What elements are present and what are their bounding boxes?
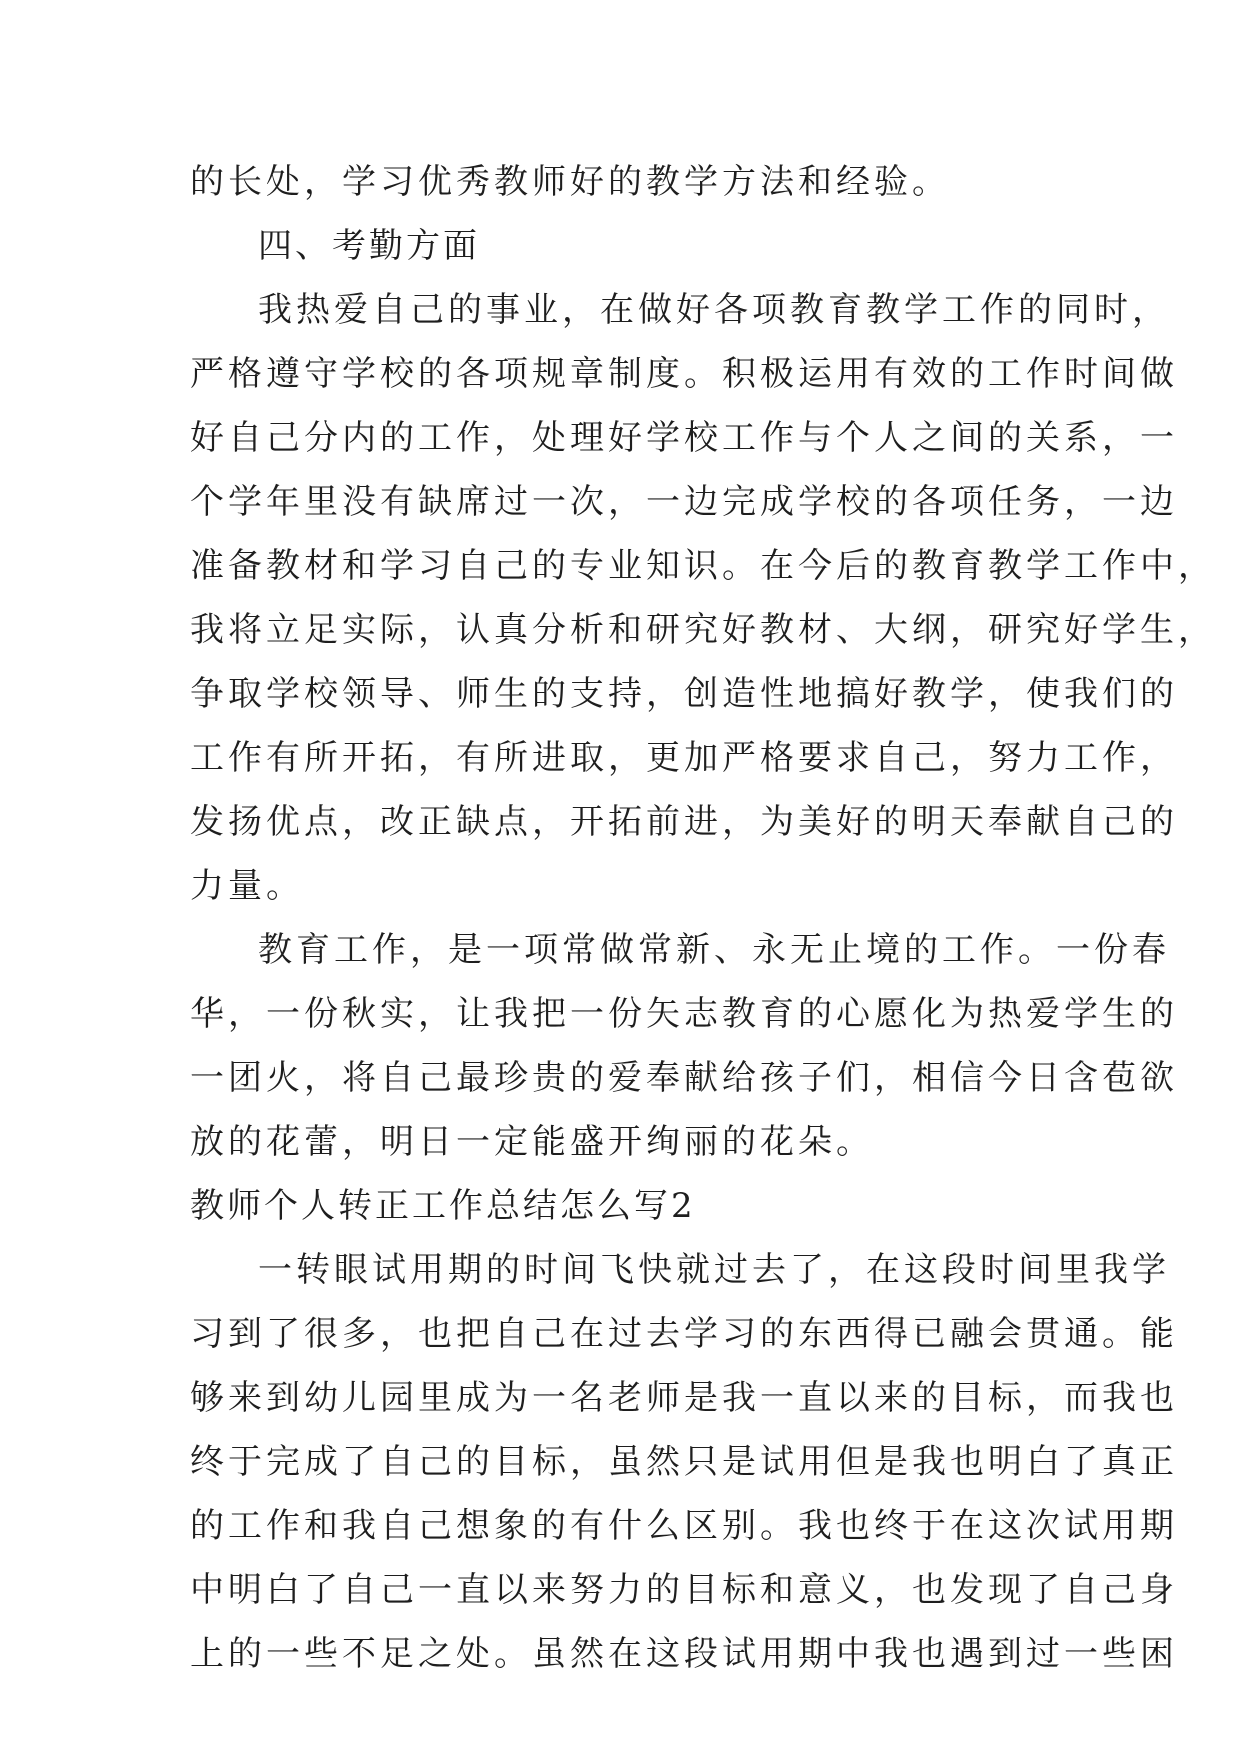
paragraph-line: 一转眼试用期的时间飞快就过去了，在这段时间里我学 (258, 1250, 1170, 1290)
paragraph-line: 的工作和我自己想象的有什么区别。我也终于在这次试用期 (190, 1506, 1178, 1546)
paragraph-line: 一团火，将自己最珍贵的爱奉献给孩子们，相信今日含苞欲 (190, 1058, 1178, 1098)
paragraph-line: 个学年里没有缺席过一次，一边完成学校的各项任务，一边 (190, 482, 1178, 522)
paragraph-line: 工作有所开拓，有所进取，更加严格要求自己，努力工作， (190, 738, 1178, 778)
paragraph-line: 华，一份秋实，让我把一份矢志教育的心愿化为热爱学生的 (190, 994, 1178, 1034)
paragraph-line: 准备教材和学习自己的专业知识。在今后的教育教学工作中， (190, 546, 1216, 586)
paragraph-line: 习到了很多，也把自己在过去学习的东西得已融会贯通。能 (190, 1314, 1178, 1354)
paragraph-line: 好自己分内的工作，处理好学校工作与个人之间的关系，一 (190, 418, 1178, 458)
paragraph-line: 上的一些不足之处。虽然在这段试用期中我也遇到过一些困 (190, 1634, 1178, 1674)
paragraph-line: 的长处，学习优秀教师好的教学方法和经验。 (190, 162, 950, 202)
paragraph-line: 严格遵守学校的各项规章制度。积极运用有效的工作时间做 (190, 354, 1178, 394)
section-title: 教师个人转正工作总结怎么写2 (190, 1186, 696, 1226)
paragraph-line: 终于完成了自己的目标，虽然只是试用但是我也明白了真正 (190, 1442, 1178, 1482)
section-heading: 四、考勤方面 (258, 226, 480, 266)
paragraph-line: 发扬优点，改正缺点，开拓前进，为美好的明天奉献自己的 (190, 802, 1178, 842)
document-body (190, 150, 1216, 1686)
paragraph-line: 我将立足实际，认真分析和研究好教材、大纲，研究好学生， (190, 610, 1216, 650)
paragraph-line: 中明白了自己一直以来努力的目标和意义，也发现了自己身 (190, 1570, 1178, 1610)
paragraph-line: 力量。 (190, 866, 304, 906)
paragraph-line: 我热爱自己的事业，在做好各项教育教学工作的同时， (258, 290, 1170, 330)
paragraph-line: 争取学校领导、师生的支持，创造性地搞好教学，使我们的 (190, 674, 1178, 714)
paragraph-line: 放的花蕾，明日一定能盛开绚丽的花朵。 (190, 1122, 874, 1162)
paragraph-line: 够来到幼儿园里成为一名老师是我一直以来的目标，而我也 (190, 1378, 1178, 1418)
paragraph-line: 教育工作，是一项常做常新、永无止境的工作。一份春 (258, 930, 1170, 970)
